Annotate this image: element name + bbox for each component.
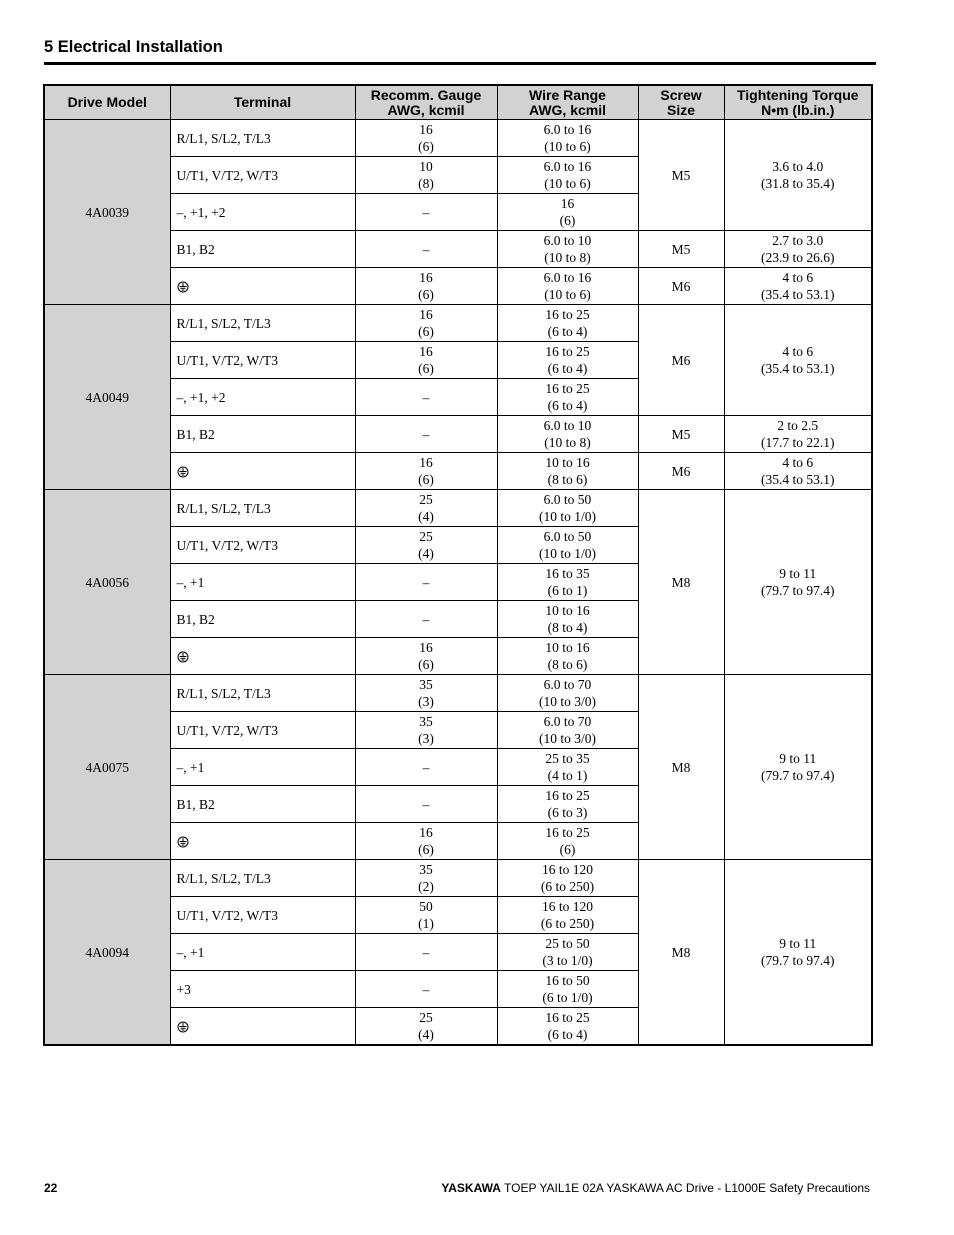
wire-range-cell: 16 to 120 (6 to 250) — [497, 897, 638, 934]
terminal-cell: –, +1, +2 — [170, 194, 355, 231]
footer-title: TOEP YAIL1E 02A YASKAWA AC Drive - L1000E Safety Precautions — [500, 1181, 870, 1195]
recomm-gauge-cell: 16 (6) — [355, 342, 497, 379]
wire-range-cell: 16 to 120 (6 to 250) — [497, 860, 638, 897]
terminal-cell: U/T1, V/T2, W/T3 — [170, 897, 355, 934]
terminal-cell: U/T1, V/T2, W/T3 — [170, 157, 355, 194]
wire-range-cell: 6.0 to 16 (10 to 6) — [497, 120, 638, 157]
wire-range-cell: 6.0 to 50 (10 to 1/0) — [497, 527, 638, 564]
terminal-cell: R/L1, S/L2, T/L3 — [170, 860, 355, 897]
screw-size-cell: M6 — [638, 268, 724, 305]
ground-icon — [177, 836, 189, 848]
wire-range-cell: 6.0 to 16 (10 to 6) — [497, 157, 638, 194]
terminal-cell — [170, 823, 355, 860]
recomm-gauge-cell: – — [355, 564, 497, 601]
header-wire-range: Wire Range AWG, kcmil — [497, 85, 638, 120]
terminal-cell — [170, 268, 355, 305]
table-body — [44, 120, 872, 1046]
tightening-torque-cell: 9 to 11 (79.7 to 97.4) — [724, 490, 872, 675]
recomm-gauge-cell: 16 (6) — [355, 453, 497, 490]
wire-range-cell: 16 (6) — [497, 194, 638, 231]
terminal-cell: B1, B2 — [170, 231, 355, 268]
terminal-cell — [170, 638, 355, 675]
terminal-cell: R/L1, S/L2, T/L3 — [170, 490, 355, 527]
recomm-gauge-cell: – — [355, 416, 497, 453]
recomm-gauge-cell: – — [355, 601, 497, 638]
wire-range-cell: 6.0 to 70 (10 to 3/0) — [497, 675, 638, 712]
terminal-cell: B1, B2 — [170, 416, 355, 453]
recomm-gauge-cell: 16 (6) — [355, 638, 497, 675]
terminal-cell: R/L1, S/L2, T/L3 — [170, 305, 355, 342]
terminal-cell — [170, 453, 355, 490]
table-row — [44, 490, 872, 527]
screw-size-cell: M8 — [638, 860, 724, 1046]
terminal-cell: U/T1, V/T2, W/T3 — [170, 712, 355, 749]
recomm-gauge-cell: 50 (1) — [355, 897, 497, 934]
wire-range-cell: 16 to 25 (6 to 4) — [497, 342, 638, 379]
wire-range-cell: 6.0 to 10 (10 to 8) — [497, 416, 638, 453]
recomm-gauge-cell: – — [355, 231, 497, 268]
recomm-gauge-cell: 25 (4) — [355, 490, 497, 527]
footer-brand: YASKAWA — [441, 1181, 501, 1195]
terminal-cell — [170, 1008, 355, 1046]
ground-icon — [177, 1021, 189, 1033]
recomm-gauge-cell: – — [355, 934, 497, 971]
recomm-gauge-cell: 16 (6) — [355, 305, 497, 342]
wire-range-cell: 16 to 25 (6 to 4) — [497, 379, 638, 416]
tightening-torque-cell: 2.7 to 3.0 (23.9 to 26.6) — [724, 231, 872, 268]
wire-range-cell: 25 to 50 (3 to 1/0) — [497, 934, 638, 971]
header-drive-model: Drive Model — [44, 85, 170, 120]
section-header — [44, 37, 876, 65]
wire-range-cell: 16 to 25 (6 to 4) — [497, 1008, 638, 1046]
terminal-cell: R/L1, S/L2, T/L3 — [170, 675, 355, 712]
wire-range-cell: 10 to 16 (8 to 6) — [497, 638, 638, 675]
recomm-gauge-cell: – — [355, 786, 497, 823]
ground-icon — [177, 466, 189, 478]
screw-size-cell: M6 — [638, 453, 724, 490]
ground-icon — [177, 651, 189, 663]
wire-range-cell: 10 to 16 (8 to 4) — [497, 601, 638, 638]
wire-range-cell: 6.0 to 10 (10 to 8) — [497, 231, 638, 268]
page-number: 22 — [44, 1181, 58, 1195]
tightening-torque-cell: 9 to 11 (79.7 to 97.4) — [724, 675, 872, 860]
drive-model-cell: 4A0075 — [44, 675, 170, 860]
terminal-cell: –, +1 — [170, 564, 355, 601]
header-terminal: Terminal — [170, 85, 355, 120]
section-title: 5 Electrical Installation — [44, 38, 223, 56]
terminal-cell: –, +1, +2 — [170, 379, 355, 416]
screw-size-cell: M6 — [638, 305, 724, 416]
wire-range-cell: 10 to 16 (8 to 6) — [497, 453, 638, 490]
tightening-torque-cell: 9 to 11 (79.7 to 97.4) — [724, 860, 872, 1046]
screw-size-cell: M5 — [638, 416, 724, 453]
recomm-gauge-cell: – — [355, 749, 497, 786]
recomm-gauge-cell: 25 (4) — [355, 527, 497, 564]
recomm-gauge-cell: – — [355, 971, 497, 1008]
wire-range-cell: 16 to 25 (6) — [497, 823, 638, 860]
tightening-torque-cell: 4 to 6 (35.4 to 53.1) — [724, 453, 872, 490]
terminal-cell: U/T1, V/T2, W/T3 — [170, 342, 355, 379]
recomm-gauge-cell: 16 (6) — [355, 268, 497, 305]
tightening-torque-cell: 3.6 to 4.0 (31.8 to 35.4) — [724, 120, 872, 231]
table-row — [44, 120, 872, 157]
wire-range-cell: 16 to 35 (6 to 1) — [497, 564, 638, 601]
wire-range-cell: 16 to 50 (6 to 1/0) — [497, 971, 638, 1008]
wire-gauge-table — [43, 84, 873, 1046]
terminal-cell: –, +1 — [170, 749, 355, 786]
screw-size-cell: M5 — [638, 231, 724, 268]
tightening-torque-cell: 2 to 2.5 (17.7 to 22.1) — [724, 416, 872, 453]
wire-range-cell: 6.0 to 50 (10 to 1/0) — [497, 490, 638, 527]
recomm-gauge-cell: 16 (6) — [355, 120, 497, 157]
table-row — [44, 675, 872, 712]
drive-model-cell: 4A0094 — [44, 860, 170, 1046]
screw-size-cell: M5 — [638, 120, 724, 231]
wire-range-cell: 16 to 25 (6 to 4) — [497, 305, 638, 342]
ground-icon — [177, 281, 189, 293]
recomm-gauge-cell: 35 (3) — [355, 712, 497, 749]
recomm-gauge-cell: 35 (2) — [355, 860, 497, 897]
drive-model-cell: 4A0056 — [44, 490, 170, 675]
tightening-torque-cell: 4 to 6 (35.4 to 53.1) — [724, 305, 872, 416]
terminal-cell: U/T1, V/T2, W/T3 — [170, 527, 355, 564]
header-recomm-gauge: Recomm. Gauge AWG, kcmil — [355, 85, 497, 120]
drive-model-cell: 4A0049 — [44, 305, 170, 490]
wire-range-cell: 6.0 to 70 (10 to 3/0) — [497, 712, 638, 749]
footer-text — [441, 1181, 870, 1195]
terminal-cell: R/L1, S/L2, T/L3 — [170, 120, 355, 157]
terminal-cell: –, +1 — [170, 934, 355, 971]
recomm-gauge-cell: 35 (3) — [355, 675, 497, 712]
tightening-torque-cell: 4 to 6 (35.4 to 53.1) — [724, 268, 872, 305]
screw-size-cell: M8 — [638, 675, 724, 860]
recomm-gauge-cell: 25 (4) — [355, 1008, 497, 1046]
recomm-gauge-cell: – — [355, 379, 497, 416]
terminal-cell: B1, B2 — [170, 786, 355, 823]
table-row — [44, 860, 872, 897]
wire-range-cell: 16 to 25 (6 to 3) — [497, 786, 638, 823]
recomm-gauge-cell: 16 (6) — [355, 823, 497, 860]
drive-model-cell: 4A0039 — [44, 120, 170, 305]
table-row — [44, 305, 872, 342]
recomm-gauge-cell: 10 (8) — [355, 157, 497, 194]
wire-range-cell: 25 to 35 (4 to 1) — [497, 749, 638, 786]
screw-size-cell: M8 — [638, 490, 724, 675]
header-screw-size: Screw Size — [638, 85, 724, 120]
recomm-gauge-cell: – — [355, 194, 497, 231]
terminal-cell: +3 — [170, 971, 355, 1008]
header-tightening-torque: Tightening Torque N•m (lb.in.) — [724, 85, 872, 120]
terminal-cell: B1, B2 — [170, 601, 355, 638]
wire-range-cell: 6.0 to 16 (10 to 6) — [497, 268, 638, 305]
table-header-row — [44, 85, 872, 120]
